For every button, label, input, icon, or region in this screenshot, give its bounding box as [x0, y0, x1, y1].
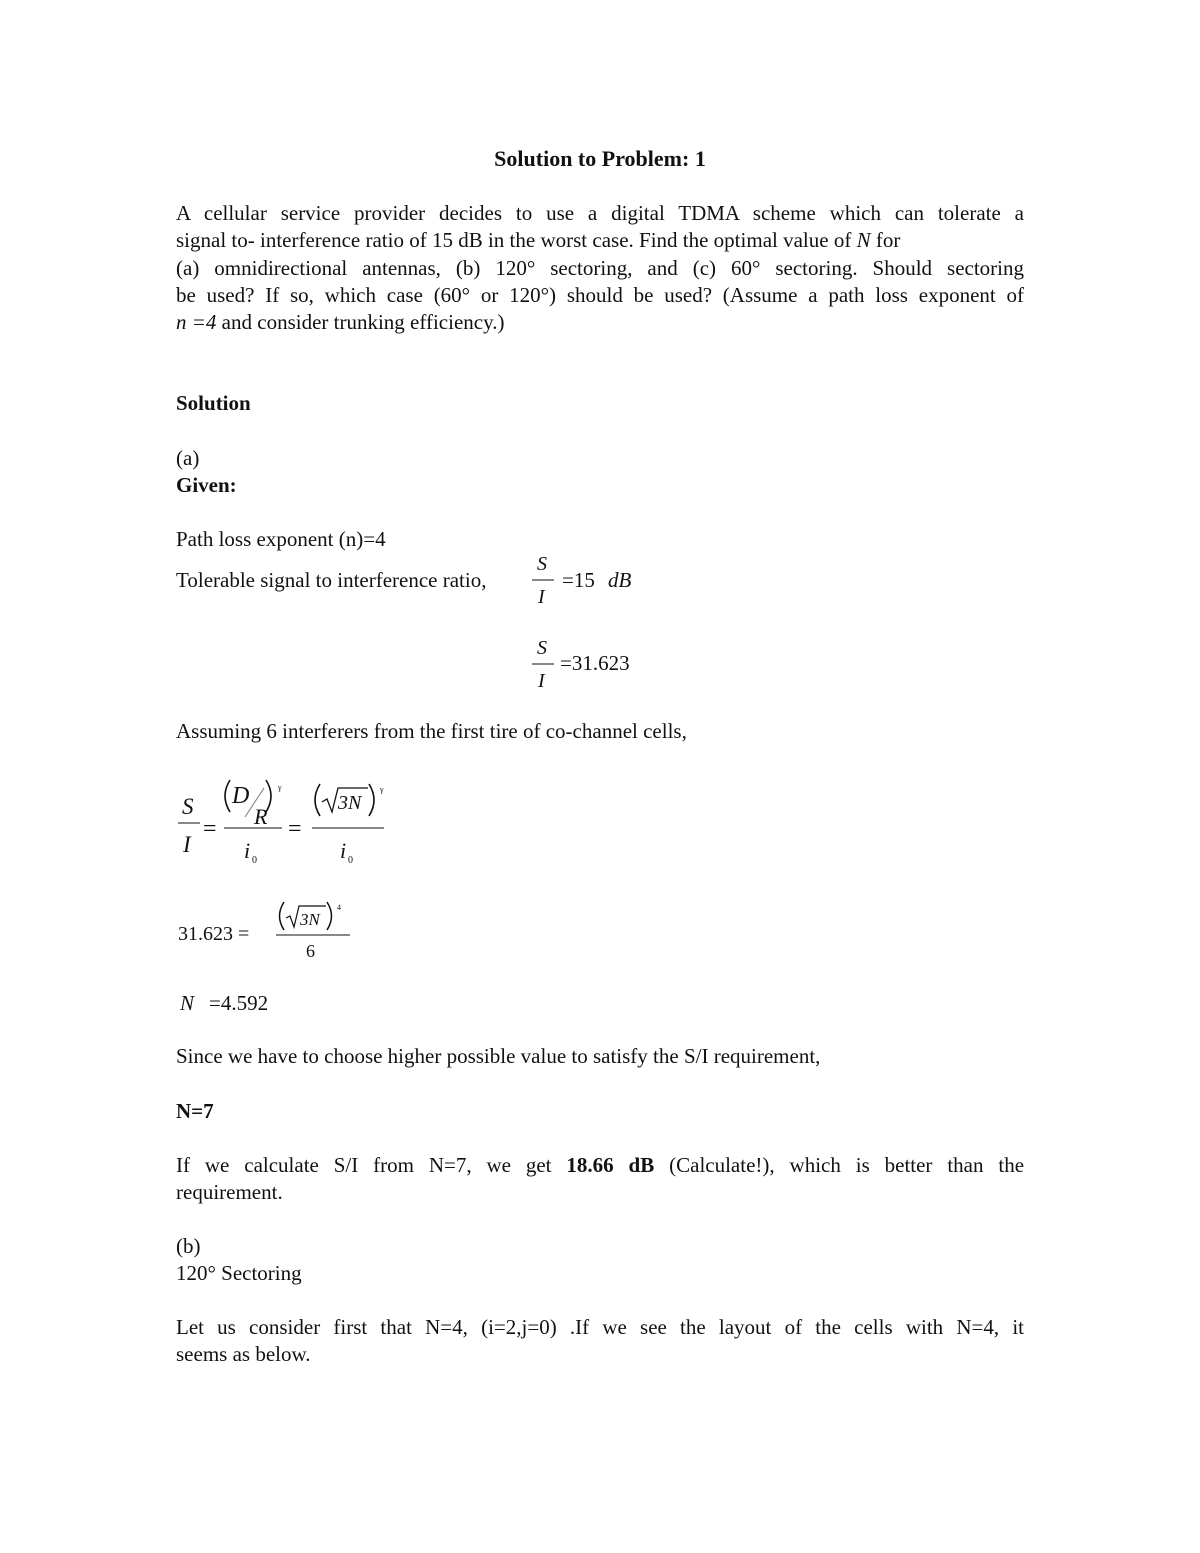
- eq1-d: D: [232, 783, 250, 809]
- problem-line-3: (a) omnidirectional antennas, (b) 120° sectoring, and (c) 60° sectoring. Should sectoring: [176, 255, 1024, 280]
- n7-result: N=7: [176, 1099, 214, 1123]
- problem-line-4: be used? If so, which case (60° or 120°) should be used? (Assume a path loss exponent of: [176, 282, 1024, 307]
- eq1-sub-2: 0: [348, 855, 353, 866]
- si-solve-equation: [176, 896, 356, 966]
- eq1-lhs-den: I: [183, 832, 191, 857]
- eq1-exp-1: γ: [278, 783, 282, 792]
- solution-heading: Solution: [176, 391, 251, 415]
- calc-db-value: 18.66 dB: [566, 1153, 655, 1177]
- equals-sign-2: =: [288, 816, 302, 842]
- calc-paragraph: [176, 1152, 1024, 1207]
- paren-right: [327, 902, 332, 930]
- paren-right: [369, 784, 374, 816]
- equals-sign: =: [203, 816, 217, 842]
- si-db-equation: [528, 548, 648, 610]
- eq2-exp: 4: [337, 903, 341, 912]
- since-text: Since we have to choose higher possible value to satisfy the S/I requirement,: [176, 1044, 821, 1068]
- si-num: S: [537, 553, 547, 575]
- paren-left: [315, 784, 320, 816]
- eq2-lhs: 31.623 =: [178, 923, 250, 945]
- problem-line-2: signal to- interference ratio of 15 dB in the worst case. Find the optimal value of N for: [176, 228, 901, 253]
- part-b-label: (b): [176, 1234, 201, 1258]
- n-result-equation: [176, 986, 306, 1020]
- calc-line-2: requirement.: [176, 1180, 283, 1205]
- eq1-i0: i: [244, 838, 251, 863]
- si-den: I: [538, 670, 545, 692]
- si-den: I: [538, 586, 545, 608]
- paren-left: [225, 780, 230, 812]
- tolerable-text: Tolerable signal to interference ratio,: [176, 568, 487, 592]
- eq1-i0-2: i: [340, 838, 347, 863]
- eq3-var: N: [180, 991, 195, 1015]
- eq1-sub: 0: [252, 855, 257, 866]
- si-ratio-equation: [170, 772, 400, 872]
- page-title: Solution to Problem: 1: [494, 146, 706, 171]
- paren-left: [280, 902, 285, 930]
- part-a-label: (a): [176, 446, 200, 470]
- eq1-exp-2: γ: [380, 785, 384, 794]
- eq1-r: R: [254, 804, 268, 829]
- problem-line-5: n =4 and consider trunking efficiency.): [176, 310, 505, 335]
- problem-line-1: A cellular service provider decides to use a digital TDMA scheme which can tolerate a: [176, 201, 1024, 225]
- si-linear-value: =31.623: [560, 651, 630, 675]
- consider-line-1: Let us consider first that N=4, (i=2,j=0) .If we see the layout of the cells with N=4, it: [176, 1315, 1024, 1339]
- eq3-rhs: =4.592: [209, 991, 269, 1015]
- given-heading: Given:: [176, 473, 237, 497]
- si-linear-equation: [528, 630, 658, 692]
- si-db-unit: dB: [608, 568, 632, 592]
- calc-line-1: If we calculate S/I from N=7, we get 18.66 dB (Calculate!), which is better than the: [176, 1153, 1025, 1177]
- eq1-lhs-num: S: [182, 794, 194, 819]
- eq2-den: 6: [306, 941, 315, 961]
- consider-paragraph: [176, 1314, 1024, 1369]
- eq1-sqrt: 3N: [338, 792, 362, 814]
- path-loss-text: Path loss exponent (n)=4: [176, 527, 386, 551]
- si-db-value: =15: [562, 568, 595, 592]
- problem-statement: [176, 200, 1024, 336]
- consider-line-2: seems as below.: [176, 1342, 311, 1367]
- sectoring-heading: 120° Sectoring: [176, 1261, 302, 1285]
- si-num: S: [537, 637, 547, 659]
- assuming-text: Assuming 6 interferers from the first tire of co-channel cells,: [176, 719, 687, 743]
- eq2-sqrt: 3N: [300, 910, 320, 929]
